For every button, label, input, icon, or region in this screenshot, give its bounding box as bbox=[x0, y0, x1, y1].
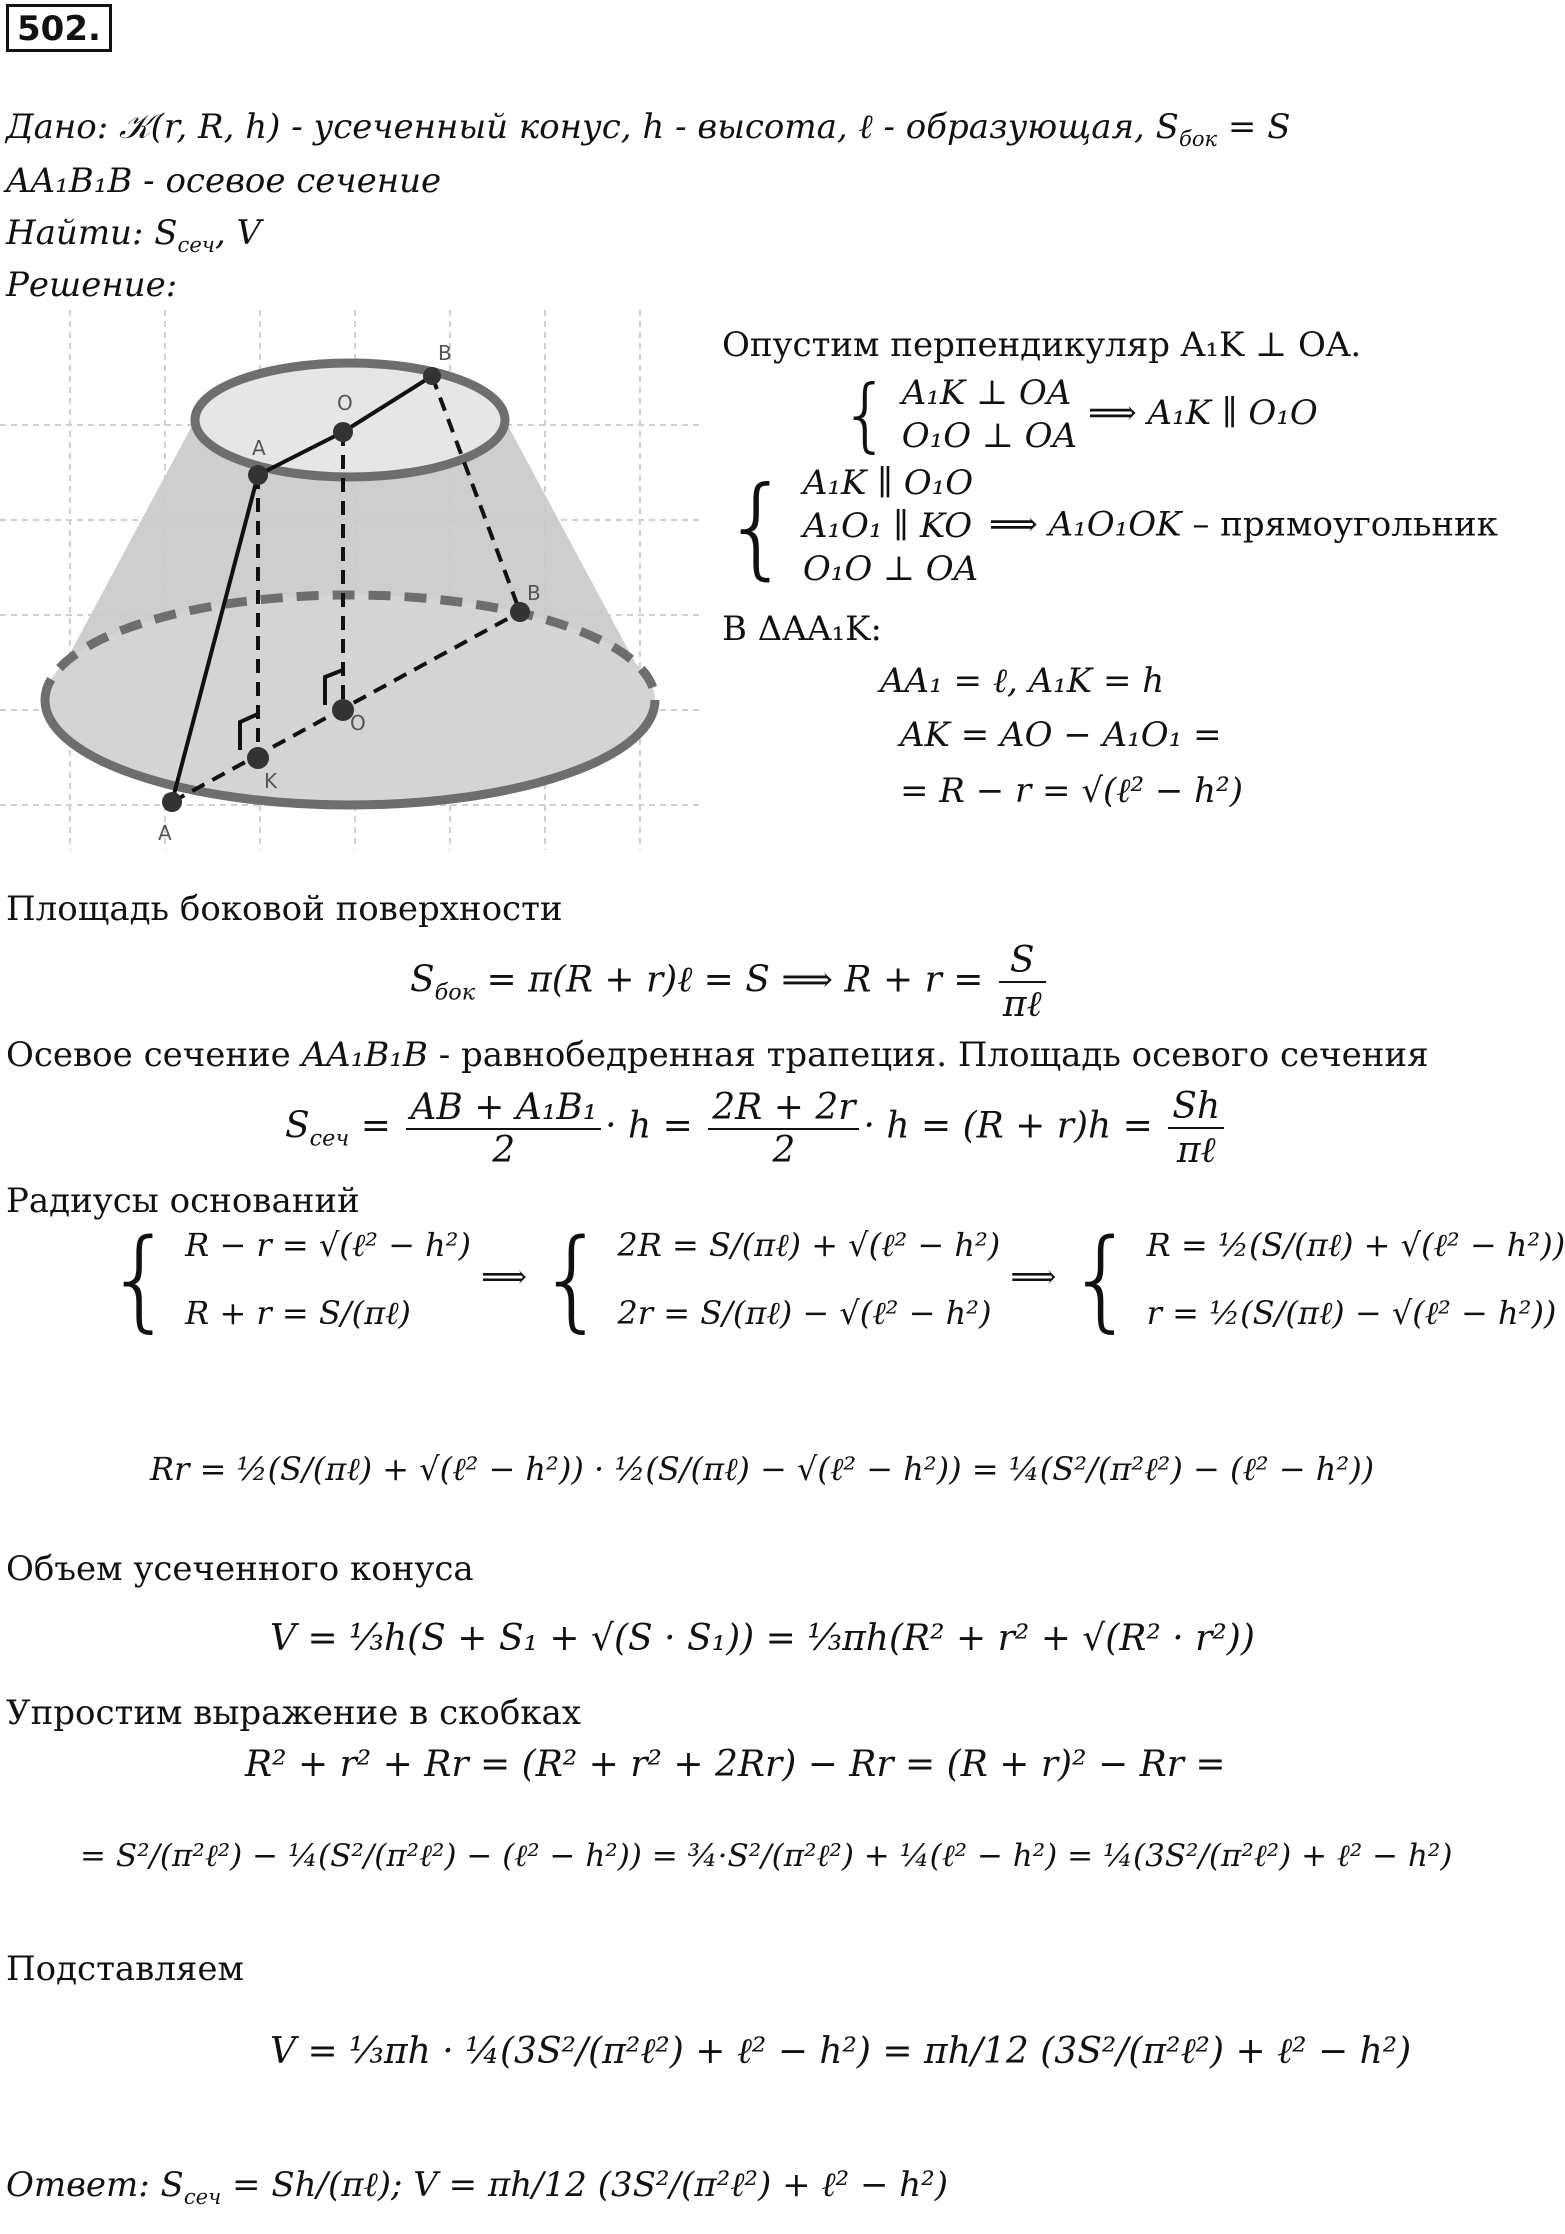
arrow-2: ⟹ bbox=[1010, 1257, 1057, 1296]
eq-ak: AK = AO − A₁O₁ = bbox=[900, 715, 1222, 755]
subst-eq: V = ⅓πh · ¼(3S²/(π²ℓ²) + ℓ² − h²) = πh/12 (3S²/(π²ℓ²) + ℓ² − h²) bbox=[270, 2031, 1412, 2072]
label-A1: A bbox=[252, 436, 266, 460]
system-2: { A₁K ∥ O₁O A₁O₁ ∥ KO O₁O ⊥ OA ⟹ A₁O₁OK – прямоугольник bbox=[722, 462, 1498, 591]
subst-title: Подставляем bbox=[6, 1949, 244, 1989]
lateral-num: S bbox=[999, 940, 1046, 983]
upper-base bbox=[195, 363, 505, 477]
lateral-den: πℓ bbox=[1002, 984, 1042, 1025]
find-line bbox=[6, 214, 261, 257]
label-K: K bbox=[264, 769, 278, 793]
axial-b: AA₁B₁B bbox=[301, 1035, 428, 1075]
sys2-result: ⟹ A₁O₁OK bbox=[989, 504, 1182, 545]
label-O: O bbox=[350, 711, 366, 735]
rad-s1b: R + r = S/(πℓ) bbox=[185, 1294, 411, 1332]
axial-c: - равнобедренная трапеция. Площадь осевого сечения bbox=[427, 1035, 1429, 1075]
eq-aa1: AA₁ = ℓ, A₁K = h bbox=[880, 661, 1165, 701]
answer-line bbox=[6, 2166, 948, 2209]
answer-sub: сеч bbox=[183, 2183, 222, 2209]
given-line-2: AA₁B₁B - осевое сечение bbox=[6, 161, 442, 201]
rad-s2b: 2r = S/(πℓ) − √(ℓ² − h²) bbox=[617, 1294, 992, 1332]
perp-line: Опустим перпендикуляр A₁K ⊥ OA. bbox=[722, 325, 1362, 365]
lateral-sub: бок bbox=[434, 979, 476, 1006]
axial-eq1: = bbox=[349, 1105, 403, 1147]
lateral-title: Площадь боковой поверхности bbox=[6, 889, 563, 929]
given-line-1 bbox=[6, 108, 1291, 151]
answer-label: Ответ bbox=[6, 2165, 139, 2205]
given-sub: бок bbox=[1178, 125, 1218, 151]
axial-eq2: · h = bbox=[605, 1105, 705, 1147]
axial-title bbox=[6, 1036, 1429, 1075]
label-O1: O bbox=[337, 391, 353, 415]
solution-label: Решение: bbox=[6, 265, 178, 305]
find-label: Найти bbox=[6, 213, 132, 253]
axial-f2-num: 2R + 2r bbox=[708, 1087, 859, 1130]
lateral-mid: = π(R + r)ℓ = S ⟹ R + r = bbox=[475, 959, 995, 1001]
sys1-result: ⟹ A₁K ∥ O₁O bbox=[1087, 393, 1318, 434]
find-text: : S bbox=[131, 213, 178, 253]
find-end: , V bbox=[214, 213, 262, 253]
axial-f3-den: πℓ bbox=[1176, 1130, 1216, 1171]
lateral-eq bbox=[410, 940, 1050, 1025]
answer-text: : S bbox=[138, 2165, 184, 2205]
rad-s2a: 2R = S/(πℓ) + √(ℓ² − h²) bbox=[617, 1226, 1001, 1264]
axial-f2-den: 2 bbox=[772, 1129, 796, 1171]
answer-eq: = Sh/(πℓ); V = πh/12 (3S²/(π²ℓ²) + ℓ² − h²) bbox=[221, 2165, 949, 2205]
simplify-title: Упростим выражение в скобках bbox=[6, 1693, 581, 1733]
sys2-b: A₁O₁ ∥ KO bbox=[802, 506, 973, 547]
frustum-figure bbox=[0, 310, 700, 850]
simplify-1: R² + r² + Rr = (R² + r² + 2Rr) − Rr = (R + r)² − Rr = bbox=[245, 1744, 1226, 1785]
rad-s3a: R = ½(S/(πℓ) + √(ℓ² − h²)) bbox=[1146, 1226, 1565, 1264]
label-B: B bbox=[527, 581, 541, 605]
sys2-result-text: – прямоугольник bbox=[1181, 504, 1498, 545]
sys2-a: A₁K ∥ O₁O bbox=[802, 463, 974, 503]
rad-s3b: r = ½(S/(πℓ) − √(ℓ² − h²)) bbox=[1146, 1294, 1557, 1332]
axial-eq3: · h = (R + r)h = bbox=[863, 1105, 1165, 1147]
triangle-line: В ΔAA₁K: bbox=[722, 609, 882, 649]
volume-eq: V = ⅓h(S + S₁ + √(S · S₁)) = ⅓πh(R² + r² + √(R² · r²)) bbox=[270, 1618, 1255, 1659]
given-label: Дано bbox=[6, 107, 97, 147]
eq-rr: = R − r = √(ℓ² − h²) bbox=[900, 771, 1243, 811]
rad-s1a: R − r = √(ℓ² − h²) bbox=[185, 1226, 471, 1264]
axial-f3-num: Sh bbox=[1168, 1086, 1224, 1129]
axial-s: S bbox=[285, 1105, 310, 1147]
label-A: A bbox=[158, 821, 172, 845]
sys1-b: O₁O ⊥ OA bbox=[901, 416, 1078, 457]
sys1-a: A₁K ⊥ OA bbox=[901, 373, 1072, 413]
axial-sub: сеч bbox=[309, 1125, 350, 1152]
rr-eq: Rr = ½(S/(πℓ) + √(ℓ² − h²)) · ½(S/(πℓ) − √(ℓ² − h²)) = ¼(S²/(π²ℓ²) − (ℓ² − h²)) bbox=[150, 1450, 1375, 1488]
label-B1: B bbox=[438, 341, 452, 365]
volume-title: Объем усеченного конуса bbox=[6, 1549, 474, 1589]
find-sub: сеч bbox=[177, 231, 215, 257]
axial-a: Осевое сечение bbox=[6, 1035, 302, 1075]
axial-f1-num: AB + A₁B₁ bbox=[406, 1087, 601, 1130]
axial-f1-den: 2 bbox=[492, 1129, 516, 1171]
system-1: { A₁K ⊥ OA O₁O ⊥ OA ⟹ A₁K ∥ O₁O bbox=[840, 368, 1318, 462]
given-text: : 𝒦(r, R, h) - усеченный конус, h - высота, ℓ - образующая, S bbox=[96, 107, 1179, 147]
radii-title: Радиусы оснований bbox=[6, 1181, 360, 1221]
axial-eq bbox=[285, 1086, 1228, 1171]
simplify-2: = S²/(π²ℓ²) − ¼(S²/(π²ℓ²) − (ℓ² − h²)) = ¾·S²/(π²ℓ²) + ¼(ℓ² − h²) = ¼(3S²/(π²ℓ²) + ℓ² − h²) bbox=[80, 1838, 1453, 1874]
arrow-1: ⟹ bbox=[481, 1257, 528, 1296]
radii-systems: { R − r = √(ℓ² − h²) R + r = S/(πℓ) ⟹ { 2R = S/(πℓ) + √(ℓ² − h²) 2r = S/(πℓ) − √(ℓ² − h²) ⟹ { R = ½(S/(πℓ) + √(ℓ² − h²)) r = ½(S/(πℓ) − √(ℓ² − h²)) bbox=[105, 1215, 1565, 1343]
problem-number: 502. bbox=[6, 4, 112, 52]
given-end: = S bbox=[1217, 107, 1291, 147]
sys2-c: O₁O ⊥ OA bbox=[802, 549, 979, 590]
lateral-s: S bbox=[410, 959, 435, 1001]
